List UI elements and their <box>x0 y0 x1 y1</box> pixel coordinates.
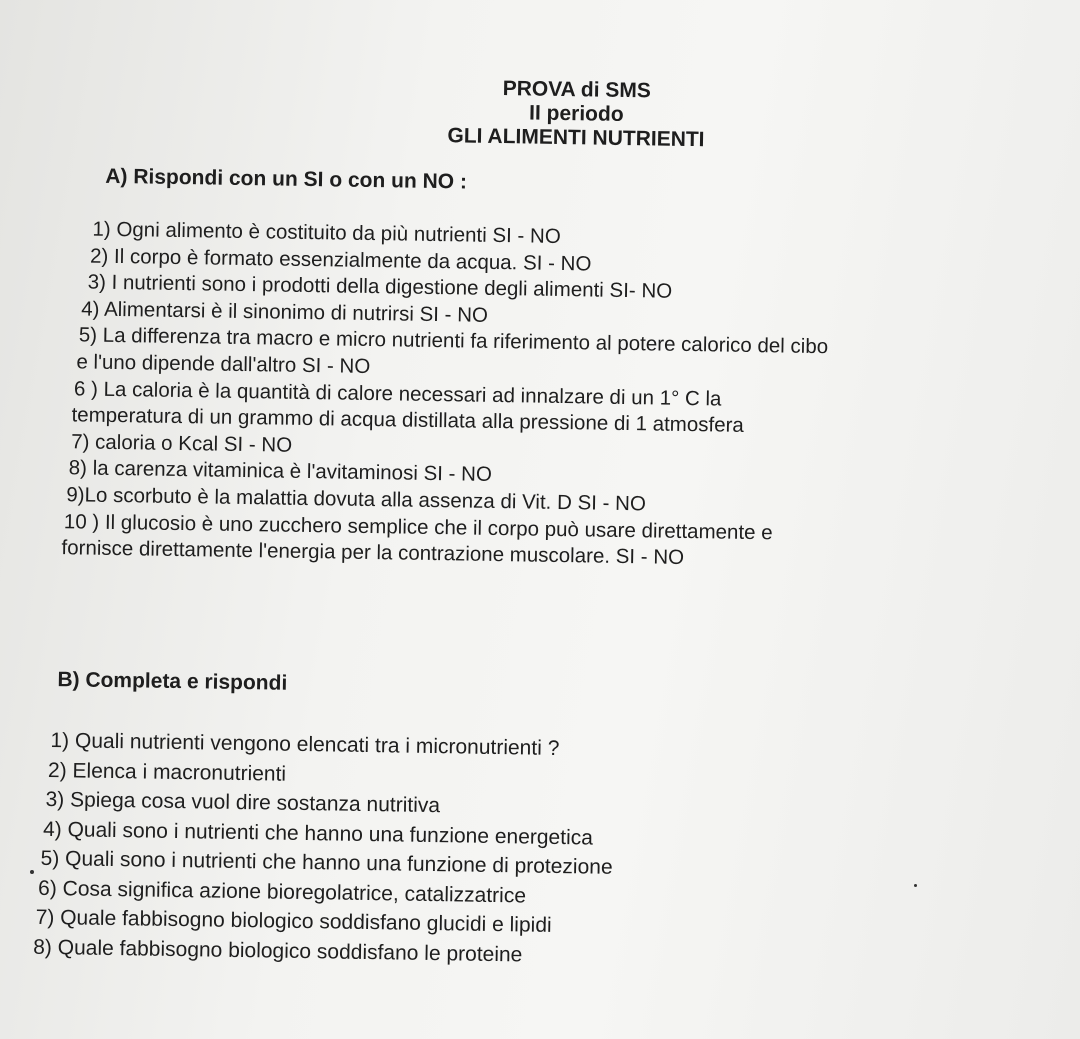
question-b-3: 3) Spiega cosa vuol dire sostanza nutritiva <box>45 787 441 818</box>
question-a-7: 7) caloria o Kcal SI - NO <box>70 430 293 457</box>
question-a-1: 1) Ogni alimento è costituito da più nutrienti SI - NO <box>92 217 561 248</box>
question-a-5-cont: e l'uno dipende dall'altro SI - NO <box>76 350 371 378</box>
ink-speck <box>914 884 917 887</box>
question-b-4: 4) Quali sono i nutrienti che hanno una funzione energetica <box>42 817 594 850</box>
question-b-5: 5) Quali sono i nutrienti che hanno una funzione di protezione <box>40 846 613 879</box>
question-a-9: 9)Lo scorbuto è la malattia dovuta alla assenza di Vit. D SI - NO <box>66 483 647 516</box>
question-a-10-cont: fornisce direttamente l'energia per la contrazione muscolare. SI - NO <box>61 536 685 570</box>
section-b-list <box>33 726 615 971</box>
header-title: PROVA di SMS <box>502 77 652 103</box>
question-a-6: 6 ) La caloria è la quantità di calore necessari ad innalzare di un 1° C la <box>73 376 722 411</box>
question-b-2: 2) Elenca i macronutrienti <box>47 758 287 786</box>
document-header <box>386 75 767 153</box>
question-a-2: 2) Il corpo è formato essenzialmente da acqua. SI - NO <box>89 244 592 276</box>
question-b-7: 7) Quale fabbisogno biologico soddisfano glucidi e lipidi <box>35 905 552 937</box>
section-b-title: B) Completa e rispondi <box>57 668 288 695</box>
header-subject: GLI ALIMENTI NUTRIENTI <box>447 124 705 152</box>
question-a-5: 5) La differenza tra macro e micro nutrienti fa riferimento al potere calorico del cibo <box>78 323 829 359</box>
question-b-1: 1) Quali nutrienti vengono elencati tra i micronutrienti ? <box>50 729 560 761</box>
section-a-title: A) Rispondi con un SI o con un NO : <box>105 164 468 194</box>
question-a-6-cont: temperatura di un grammo di acqua distillata alla pressione di 1 atmosfera <box>71 403 744 438</box>
question-b-8: 8) Quale fabbisogno biologico soddisfano le proteine <box>33 935 523 966</box>
question-a-10: 10 ) Il glucosio è uno zucchero semplice che il corpo può usare direttamente e <box>63 509 773 544</box>
question-a-4: 4) Alimentarsi è il sinonimo di nutrirsi SI - NO <box>81 297 489 327</box>
header-period: II periodo <box>528 101 624 126</box>
question-b-6: 6) Cosa significa azione bioregolatrice, catalizzatrice <box>37 876 527 908</box>
question-a-3: 3) I nutrienti sono i prodotti della digestione degli alimenti SI- NO <box>87 270 673 303</box>
section-a-list <box>61 217 830 574</box>
question-a-8: 8) la carenza vitaminica è l'avitaminosi SI - NO <box>68 456 493 487</box>
bullet-mark <box>30 870 34 874</box>
